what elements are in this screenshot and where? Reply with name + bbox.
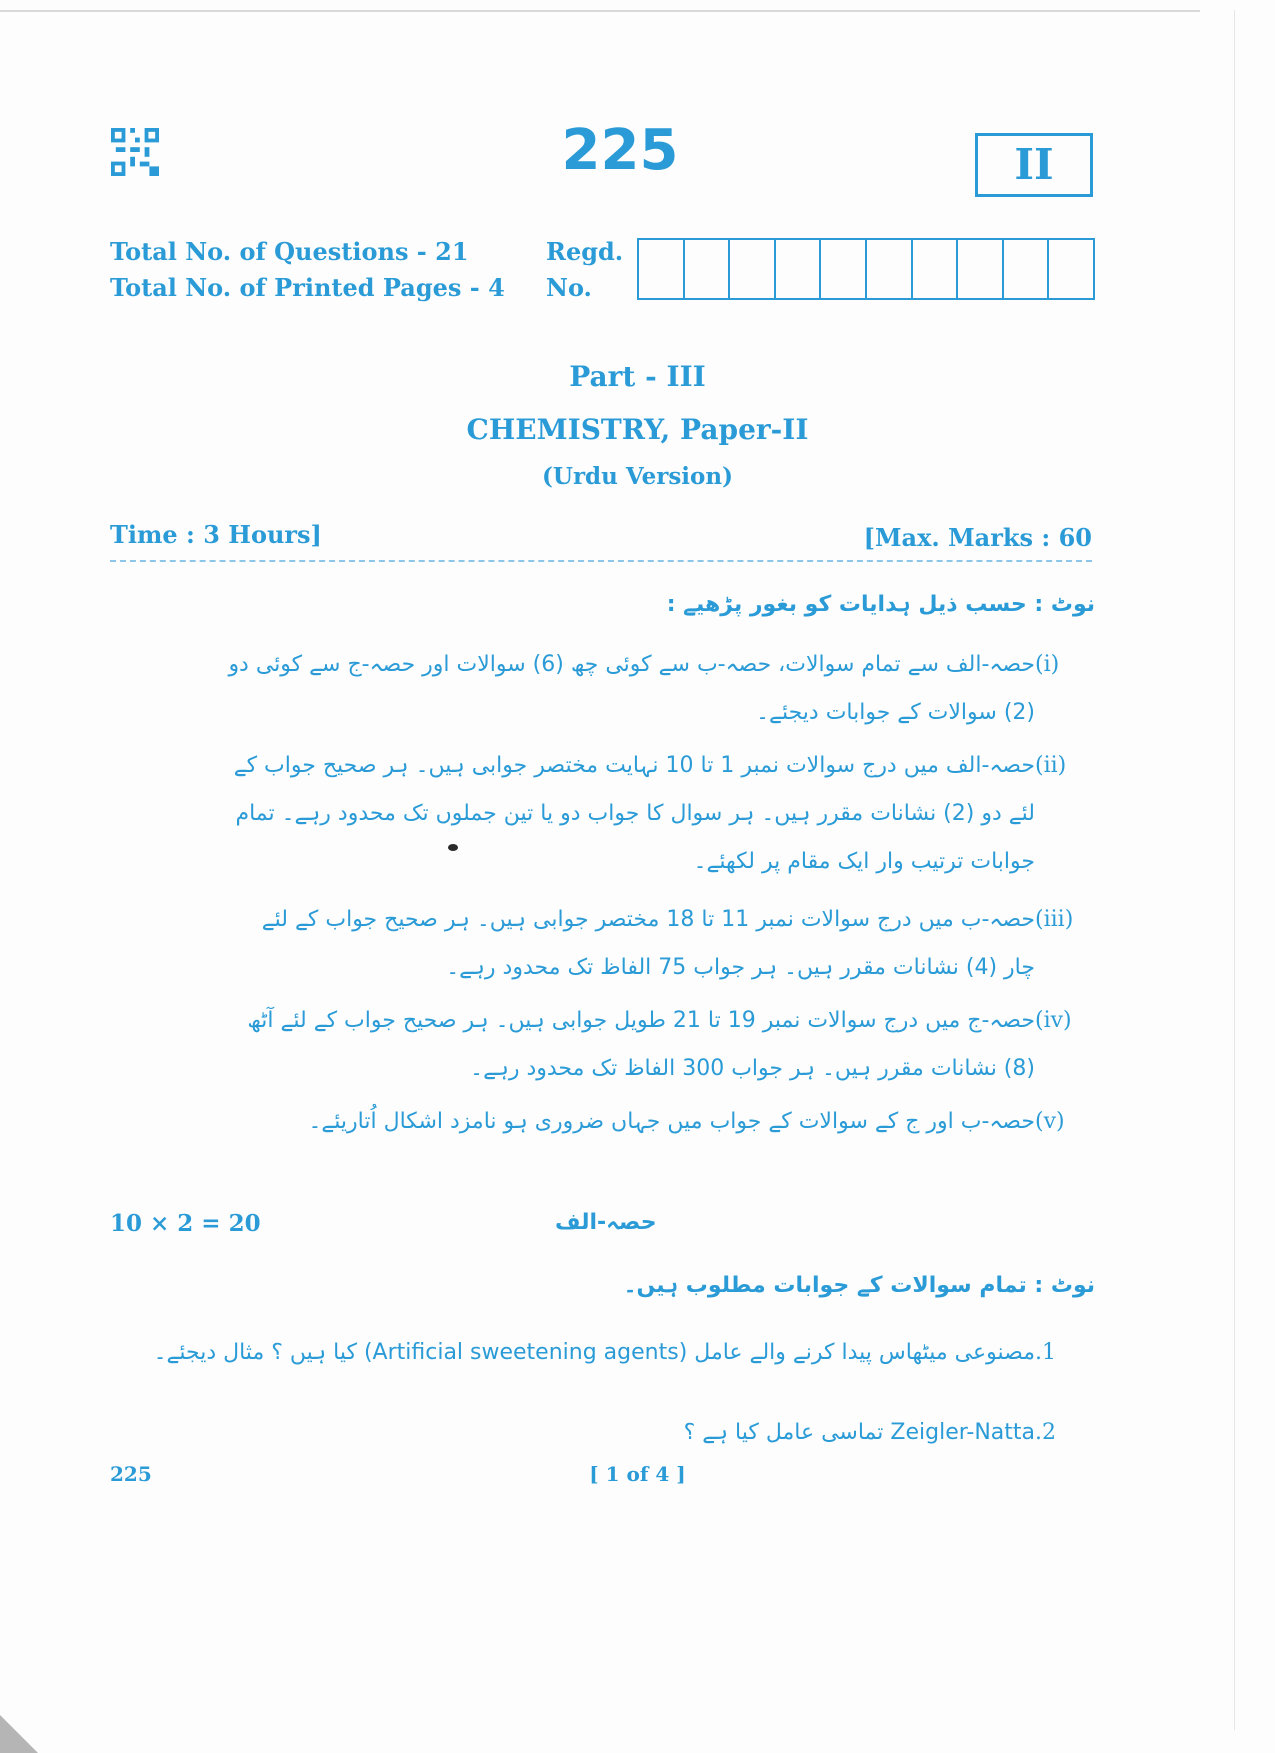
instruction-number: (iii) <box>1035 907 1074 932</box>
set-number-box: II <box>975 133 1093 197</box>
total-questions: Total No. of Questions - 21 <box>110 237 469 266</box>
footer-code: 225 <box>110 1462 152 1486</box>
reg-digit-box <box>776 240 822 298</box>
divider <box>110 560 1092 562</box>
paper-meta <box>110 234 505 306</box>
ink-speck <box>448 844 458 851</box>
regd-label <box>546 234 623 306</box>
instruction-item <box>215 742 1095 886</box>
reg-digit-box <box>958 240 1004 298</box>
instruction-text: حصہ-الف میں درج سوالات نمبر 1 تا 10 نہایت مختصر جوابی ہیں۔ ہر صحیح جواب کے لئے دو (2) نشانات مقرر ہیں۔ ہر سوال کا جواب دو یا تین جملوں تک محدود رہے۔ تمام جوابات ترتیب وار ایک مقام پر لکھئے۔ <box>233 753 1035 874</box>
instruction-text: حصہ-الف سے تمام سوالات، حصہ-ب سے کوئی چھ (6) سوالات اور حصہ-ج سے کوئی دو (2) سوالات کے جوابات دیجئے۔ <box>228 652 1035 725</box>
instruction-text: حصہ-ب اور ج کے سوالات کے جواب میں جہاں ضروری ہو نامزد اشکال اُتاریئے۔ <box>308 1109 1035 1134</box>
instruction-number: (ii) <box>1035 753 1067 778</box>
section-note: نوٹ : تمام سوالات کے جوابات مطلوب ہیں۔ <box>623 1273 1095 1298</box>
section-title: حصہ-الف <box>555 1210 657 1235</box>
instruction-item <box>215 896 1095 992</box>
reg-digit-box <box>730 240 776 298</box>
regd-label-line1: Regd. <box>546 237 624 266</box>
section-marks: 10 × 2 = 20 <box>110 1210 261 1237</box>
qr-code-icon <box>110 128 160 176</box>
page-corner-fold <box>0 1715 38 1753</box>
reg-digit-box <box>639 240 685 298</box>
question-text: Zeigler-Natta تماسی عامل کیا ہے ؟ <box>683 1420 1035 1445</box>
question-text: مصنوعی میٹھاس پیدا کرنے والے عامل (Artificial sweetening agents) کیا ہیں ؟ مثال دیجئے۔ <box>153 1340 1035 1365</box>
reg-digit-box <box>867 240 913 298</box>
instruction-item <box>215 997 1095 1093</box>
paper-code: 225 <box>561 118 679 183</box>
reg-digit-box <box>1004 240 1050 298</box>
subject-title: CHEMISTRY, Paper-II <box>466 413 809 446</box>
question-item <box>95 1340 1095 1365</box>
reg-digit-box <box>1049 240 1093 298</box>
max-marks: [Max. Marks : 60 <box>863 523 1092 552</box>
total-pages: Total No. of Printed Pages - 4 <box>110 273 505 302</box>
instruction-number: (iv) <box>1035 1008 1072 1033</box>
question-number: .2 <box>1035 1420 1056 1445</box>
reg-digit-box <box>685 240 731 298</box>
question-number: .1 <box>1035 1340 1056 1365</box>
instruction-item <box>215 641 1095 737</box>
page-number: [ 1 of 4 ] <box>589 1462 686 1486</box>
regd-label-line2: No. <box>546 273 592 302</box>
instruction-number: (v) <box>1035 1109 1065 1134</box>
part-title: Part - III <box>569 360 706 393</box>
reg-digit-box <box>821 240 867 298</box>
registration-number-boxes <box>637 238 1095 300</box>
time-allowed: Time : 3 Hours] <box>110 520 322 549</box>
instruction-text: حصہ-ج میں درج سوالات نمبر 19 تا 21 طویل جوابی ہیں۔ ہر صحیح جواب کے لئے آٹھ (8) نشانات مقرر ہیں۔ ہر جواب 300 الفاظ تک محدود رہے۔ <box>247 1008 1035 1081</box>
reg-digit-box <box>913 240 959 298</box>
instruction-item <box>215 1098 1095 1146</box>
version-title: (Urdu Version) <box>542 463 733 490</box>
instruction-number: (i) <box>1035 652 1060 677</box>
instruction-text: حصہ-ب میں درج سوالات نمبر 11 تا 18 مختصر جوابی ہیں۔ ہر صحیح جواب کے لئے چار (4) نشانات مقرر ہیں۔ ہر جواب 75 الفاظ تک محدود رہے۔ <box>261 907 1035 980</box>
page-edge-top <box>0 10 1200 12</box>
instructions-note: نوٹ : حسب ذیل ہدایات کو بغور پڑھیے : <box>666 592 1095 617</box>
question-item <box>95 1420 1095 1445</box>
